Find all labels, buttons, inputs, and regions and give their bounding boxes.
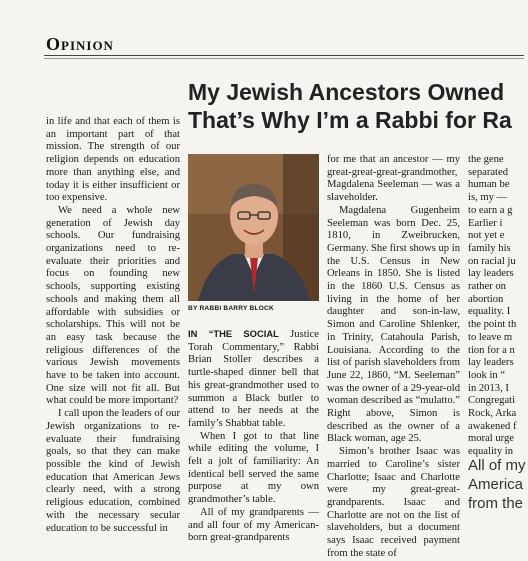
headline-line-2: That’s Why I’m a Rabbi for Ra — [188, 107, 512, 133]
section-rule — [44, 55, 524, 56]
column-4-line: abortion — [468, 293, 504, 305]
paragraph: I call upon the leaders of our Jewish organizations to re-evaluate their fundraising goals, so that they can make possible the kind of Jewish education that American Jews clearly need, with a strong religious education, combined with the necessary secular education to be successful in — [46, 408, 180, 534]
paragraph: We need a whole new generation of Jewish day schools. Our fundraising organizations need to re-evaluate their priorities and focus on founding new schools, supporting existing schools and making them all affordable with subsidies or scholarships. This will not be an easy task because the religious differences of the various Jewish movements have to be taken into account. One size will not fit all. But what could be more important? — [46, 204, 180, 407]
column-4-line: awakened f — [468, 420, 517, 432]
author-portrait-image — [188, 154, 319, 301]
byline: BY RABBI BARRY BLOCK — [188, 305, 274, 312]
paragraph-text: Justice Torah Commentary,” Rabbi Brian Stoller describes a turtle-shaped dinner bell that his great-grandmother used to summon a Black butler to attend to her needs at the family’s Shabbat table. — [188, 329, 319, 429]
paragraph — [188, 328, 319, 431]
column-4-line: equality in — [468, 446, 514, 458]
column-4-line: the gene — [468, 154, 504, 165]
column-4-line: human be — [468, 179, 510, 191]
column-4-line: moral urge — [468, 433, 514, 445]
pull-quote — [468, 456, 528, 513]
paragraph: in life and that each of them is an important part of that mission. The strength of our religion depends on education more than anything else, and today it is either insufficient or too expensive. — [46, 116, 180, 204]
section-title: Opinion — [46, 34, 114, 54]
column-4-line: not yet e — [468, 230, 505, 242]
pull-quote-line: America — [468, 476, 524, 493]
section-rule-secondary — [44, 58, 524, 59]
pull-quote-line: from the — [468, 495, 524, 512]
column-4 — [468, 154, 528, 459]
column-4-line: look in “ — [468, 369, 506, 381]
column-4-line: to earn a g — [468, 204, 513, 216]
column-4-line: Congregati — [468, 395, 516, 407]
lead-in: IN “THE SOCIAL — [188, 328, 279, 339]
column-4-line: tion for a n — [468, 344, 515, 356]
column-4-line: equality. I — [468, 306, 511, 318]
column-1 — [46, 116, 180, 535]
column-4-line: separated — [468, 166, 508, 178]
column-4-line: the point th — [468, 319, 517, 331]
column-4-line: in 2013, I — [468, 382, 509, 394]
paragraph: Magdalena Gugenheim Seeleman was born Dec. 25, 1810, in Zweibrucken, Germany. She first shows up in the U.S. Census in New Orleans in 1850. She is listed in the 1860 U.S. Census as living in the home of her daughter and son-in-law, Simon and Caroline Shlenker, in Trinity, Catahoula Parish, Louisiana. According to the list of parish slaveholders from June 22, 1860, “M. Seeleman” was the owner of a 29-year-old woman described as “mulatto.” Right above, Simon is described as the owner of a Black woman, age 25. — [327, 204, 460, 445]
pull-quote-line: All of my — [468, 457, 526, 474]
author-photo — [188, 154, 319, 301]
paragraph: for me that an ancestor — my great-great-great-grandmother, Magdalena Seeleman — was a slaveholder. — [327, 154, 460, 204]
column-4-line: is, my — — [468, 192, 508, 204]
paragraph: When I got to that line while editing the volume, I felt a jolt of familiarity: An identical bell served the same purpose at my own grandmother’s table. — [188, 430, 319, 506]
article-headline — [188, 78, 528, 134]
column-4-line: family his — [468, 242, 511, 254]
column-3 — [327, 154, 460, 561]
column-4-line: lay leaders — [468, 357, 514, 369]
column-4-line: Rock, Arka — [468, 408, 517, 420]
column-4-line: Earlier i — [468, 217, 503, 229]
paragraph: All of my grandparents — and all four of my American-born great-grandparents — [188, 506, 319, 544]
column-4-line: to leave m — [468, 331, 513, 343]
paragraph: Simon’s brother Isaac was married to Caroline’s sister Charlotte; Isaac and Charlotte were my great-great-grandparents. Isaac and Charlotte are not on the list of slaveholders, but a document says Isaac received payment from the state of — [327, 446, 460, 559]
column-2 — [188, 328, 319, 545]
column-4-line: lay leaders — [468, 268, 514, 280]
headline-line-1: My Jewish Ancestors Owned — [188, 79, 505, 105]
column-4-line: rather on — [468, 281, 506, 293]
column-4-line: on racial ju — [468, 255, 516, 267]
